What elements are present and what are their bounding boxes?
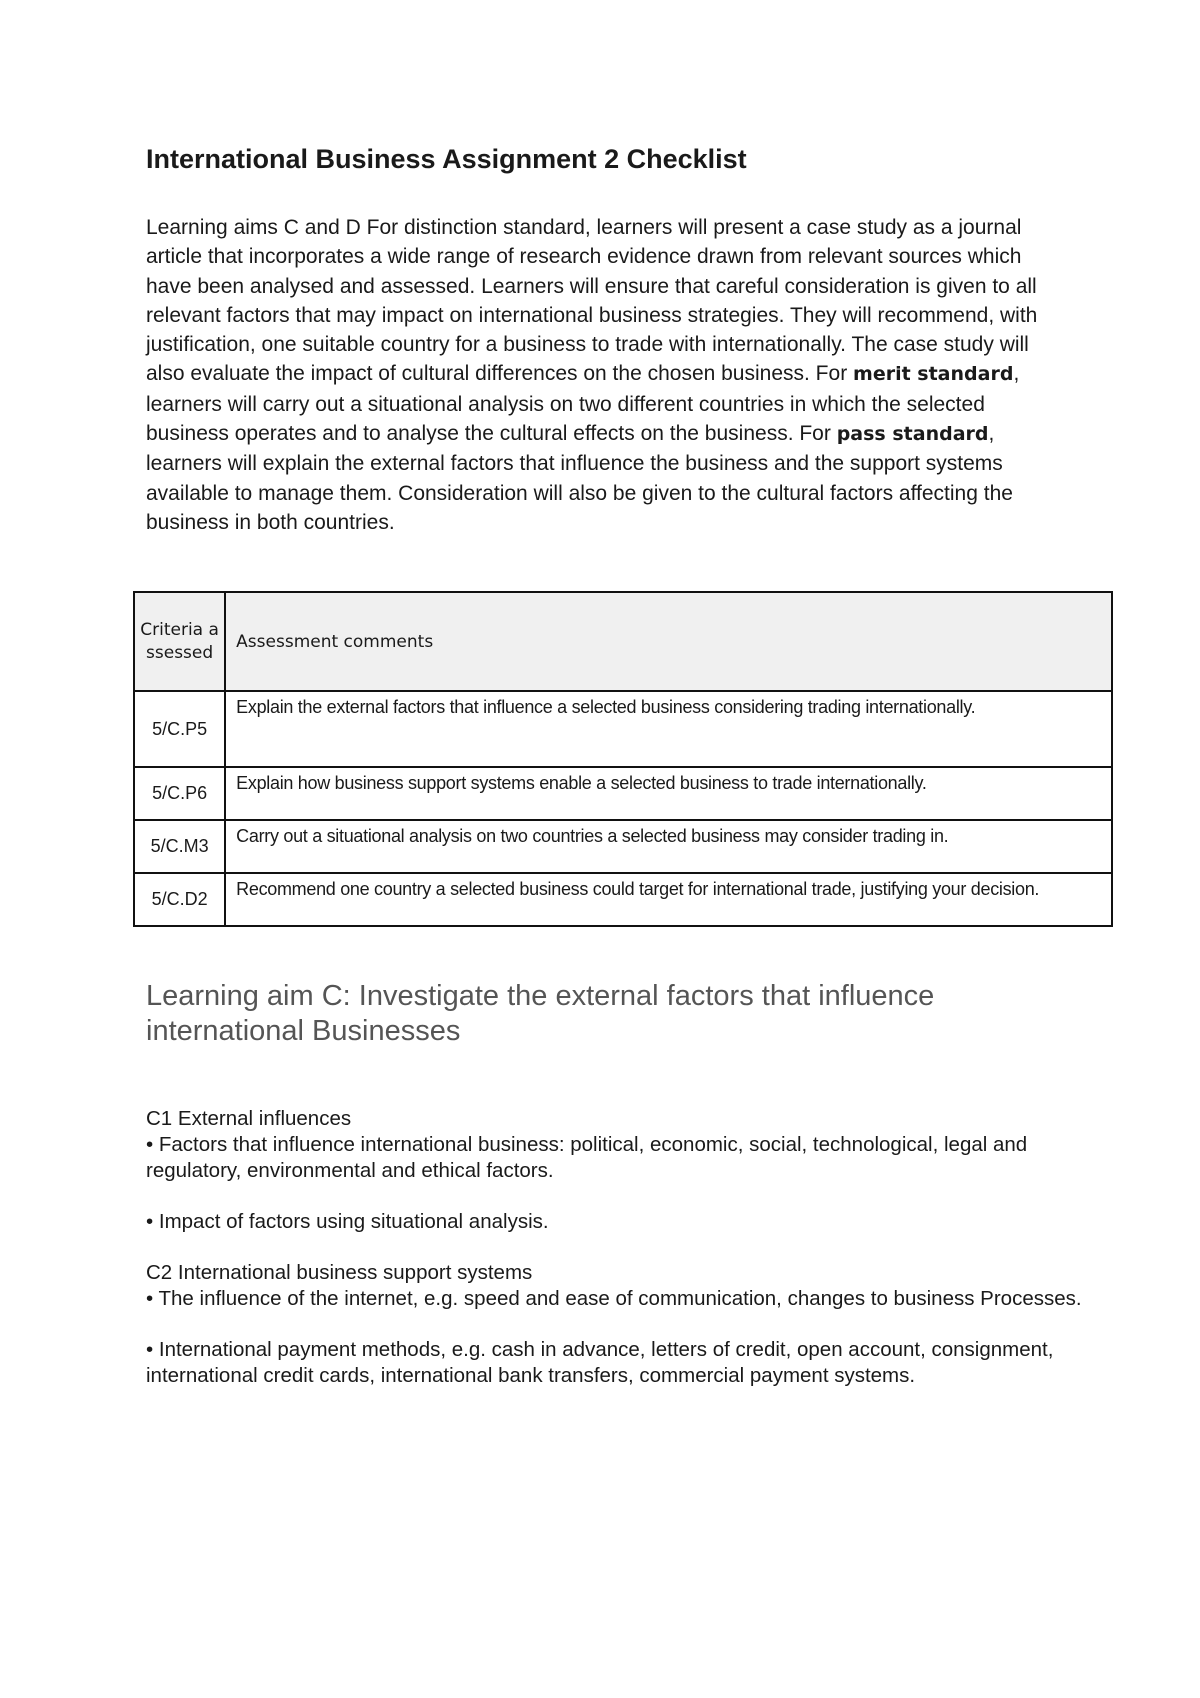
criteria-code: 5/C.M3 bbox=[134, 820, 225, 873]
spacer bbox=[146, 1235, 1086, 1260]
criteria-comment: Explain how business support systems enable a selected business to trade internationally. bbox=[225, 767, 1112, 820]
criteria-code: 5/C.P5 bbox=[134, 691, 225, 767]
table-row bbox=[134, 691, 1112, 767]
criteria-comment: Carry out a situational analysis on two countries a selected business may consider trading in. bbox=[225, 820, 1112, 873]
intro-text-part1: Learning aims C and D For distinction standard, learners will present a case study as a journal article that incorporates a wide range of research evidence drawn from relevant sources which have been analysed and assessed. Learners will ensure that careful consideration is given to all relevant factors that may impact on international business strategies. They will recommend, with justification, one suitable country for a business to trade with internationally. The case study will also evaluate the impact of cultural differences on the chosen business. For bbox=[146, 216, 1038, 386]
learning-aim-heading: Learning aim C: Investigate the external factors that influence international Businesses bbox=[146, 980, 935, 1047]
document-title: International Business Assignment 2 Checklist bbox=[146, 144, 747, 174]
criteria-comment: Recommend one country a selected business could target for international trade, justifying your decision. bbox=[225, 873, 1112, 926]
intro-paragraph bbox=[146, 213, 1066, 537]
merit-standard-label: merit standard bbox=[853, 363, 1014, 386]
learning-aim-content bbox=[146, 1106, 1086, 1389]
table-row bbox=[134, 767, 1112, 820]
intro-text-part2: , learners will carry out a situational analysis on two different countries in which the selected business operates and to analyse the cultural effects on the business. For bbox=[146, 362, 1020, 446]
criteria-comment: Explain the external factors that influence a selected business considering trading internationally. bbox=[225, 691, 1112, 767]
table-row bbox=[134, 873, 1112, 926]
header-assessment-comments: Assessment comments bbox=[225, 592, 1112, 691]
spacer bbox=[146, 1312, 1086, 1337]
table-header-row bbox=[134, 592, 1112, 691]
c1-heading: C1 External influences bbox=[146, 1107, 352, 1130]
criteria-code: 5/C.D2 bbox=[134, 873, 225, 926]
pass-standard-label: pass standard bbox=[836, 423, 989, 446]
c2-bullet-internet: • The influence of the internet, e.g. speed and ease of communication, changes to business Processes. bbox=[146, 1287, 1082, 1310]
c1-bullet-impact: • Impact of factors using situational analysis. bbox=[146, 1210, 549, 1233]
c2-bullet-payment: • International payment methods, e.g. cash in advance, letters of credit, open account, consignment, international credit cards, international bank transfers, commercial payment systems. bbox=[146, 1338, 1054, 1387]
spacer bbox=[146, 1184, 1086, 1209]
c1-bullet-factors: • Factors that influence international business: political, economic, social, technological, legal and regulatory, environmental and ethical factors. bbox=[146, 1133, 1028, 1182]
intro-text-part3: , learners will explain the external factors that influence the business and the support systems available to manage them. Consideration will also be given to the cultural factors affecting the business in both countries. bbox=[146, 422, 1013, 534]
criteria-table bbox=[133, 591, 1113, 927]
criteria-code: 5/C.P6 bbox=[134, 767, 225, 820]
table-row bbox=[134, 820, 1112, 873]
header-criteria-assessed: Criteria assessed bbox=[134, 592, 225, 691]
c2-heading: C2 International business support systems bbox=[146, 1261, 533, 1284]
